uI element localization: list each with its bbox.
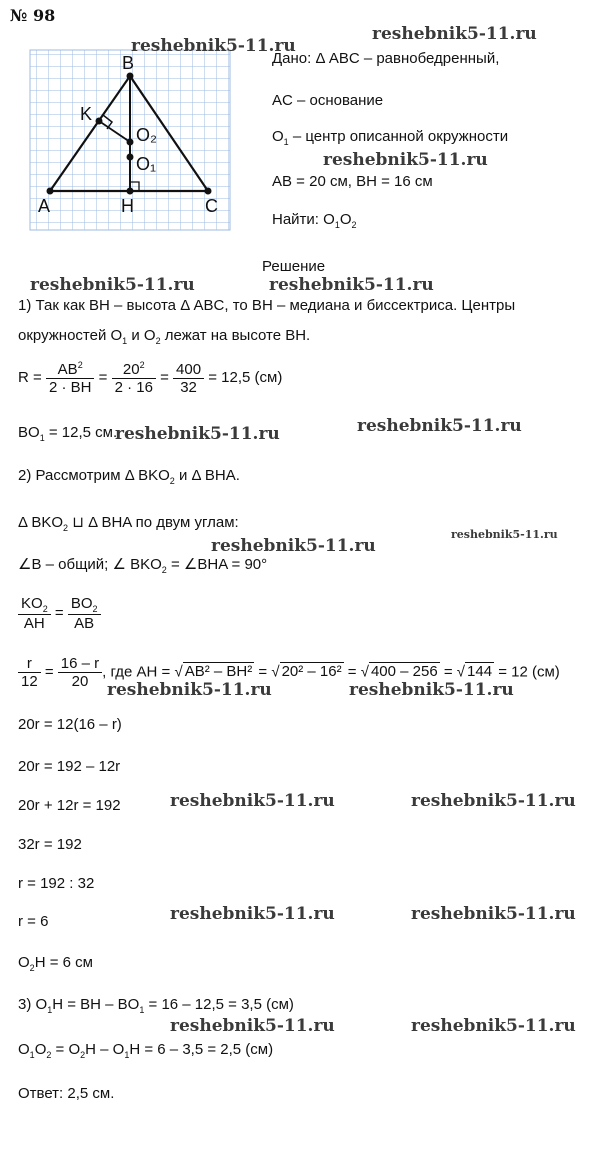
watermark: reshebnik5-11.ru xyxy=(211,536,376,556)
watermark: reshebnik5-11.ru xyxy=(357,416,522,436)
watermark: reshebnik5-11.ru xyxy=(115,424,280,444)
find-line: Найти: $O_1O_2$ xyxy=(272,211,357,230)
watermark: reshebnik5-11.ru xyxy=(451,528,558,541)
radius-formula: R = $\frac{AB^2}{2 \cdot BH}$ = $\frac{20^2}{2 \cdot 16}$ = $\frac{400}{32}$ = 12,5 (см) xyxy=(18,360,283,396)
point-k xyxy=(96,118,103,125)
o1o2-line: $O_1O_2 = O_2H - O_1H = 6 - 3,5 = 2,5$ (см) xyxy=(18,1041,274,1060)
given-line-4: AB = 20 см, BH = 16 см xyxy=(272,173,433,190)
label-c: C xyxy=(205,196,218,216)
bo1-line: $BO_1 = 12,5$ см. xyxy=(18,424,118,443)
point-h xyxy=(127,188,134,195)
label-h: H xyxy=(121,196,134,216)
calc-line-4: 32r = 192 xyxy=(18,836,82,853)
given-line-2: AC – основание xyxy=(272,92,384,109)
problem-number: № 98 xyxy=(10,6,56,25)
watermark: reshebnik5-11.ru xyxy=(411,791,576,811)
given-line-1: Дано: Δ ABC – равнобедренный, xyxy=(272,50,500,67)
calc-line-6: r = 6 xyxy=(18,913,49,930)
label-a: A xyxy=(38,196,51,216)
ratio-line: $\frac{KO_2}{AH}$ = $\frac{BO_2}{AB}$ xyxy=(18,595,101,632)
answer-line: Ответ: 2,5 см. xyxy=(18,1085,115,1102)
calc-line-5: r = 192 : 32 xyxy=(18,875,95,892)
watermark: reshebnik5-11.ru xyxy=(170,791,335,811)
calc-line-2: 20r = 192 – 12r xyxy=(18,758,121,775)
point-c xyxy=(205,188,212,195)
point-o1 xyxy=(127,154,134,161)
watermark: reshebnik5-11.ru xyxy=(411,1016,576,1036)
label-k: K xyxy=(80,104,93,124)
angle-line: ∠B – общий; ∠ $BKO_2$ = ∠BHA = 90° xyxy=(18,556,268,575)
calc-line-1: 20r = 12(16 – r) xyxy=(18,716,122,733)
step-1-line-2: окружностей $O_1$ и $O_2$ лежат на высоте BH. xyxy=(18,327,311,346)
triangle-figure xyxy=(0,30,240,240)
label-o1: O₁ xyxy=(136,154,157,174)
similarity-line: Δ $BKO_2$ ⊔ Δ BHA по двум углам: xyxy=(18,514,239,533)
watermark: reshebnik5-11.ru xyxy=(170,1016,335,1036)
step-1-line-1: 1) Так как BH – высота Δ ABC, то BH – медиана и биссектриса. Центры xyxy=(18,297,516,314)
step-2-line: 2) Рассмотрим Δ $BKO_2$ и Δ BHA. xyxy=(18,467,240,486)
watermark: reshebnik5-11.ru xyxy=(30,275,195,295)
equation-line: $\frac{r}{12}$ = $\frac{16 - r}{20}$ , где AH = √ AB² – BH² = √ 20² – 16² = √ 400 – 256 = √ 144 = 12 (см) xyxy=(18,655,560,690)
label-o2: O₂ xyxy=(136,125,157,145)
point-o2 xyxy=(127,139,134,146)
watermark: reshebnik5-11.ru xyxy=(107,680,272,700)
label-b: B xyxy=(122,53,135,73)
watermark: reshebnik5-11.ru xyxy=(349,680,514,700)
watermark: reshebnik5-11.ru xyxy=(411,904,576,924)
watermark: reshebnik5-11.ru xyxy=(170,904,335,924)
point-a xyxy=(47,188,54,195)
watermark: reshebnik5-11.ru xyxy=(131,36,296,56)
watermark: reshebnik5-11.ru xyxy=(269,275,434,295)
solution-title: Решение xyxy=(262,258,326,275)
watermark: reshebnik5-11.ru xyxy=(323,150,488,170)
watermark: reshebnik5-11.ru xyxy=(372,24,537,44)
calc-line-3: 20r + 12r = 192 xyxy=(18,797,121,814)
step-3-line: 3) $O_1H$ = BH – $BO_1 = 16 - 12,5 = 3,5$ (см) xyxy=(18,996,294,1015)
given-line-3: $O_1$ – центр описанной окружности xyxy=(272,128,509,147)
calc-line-7: $O_2H = 6$ см xyxy=(18,954,93,973)
